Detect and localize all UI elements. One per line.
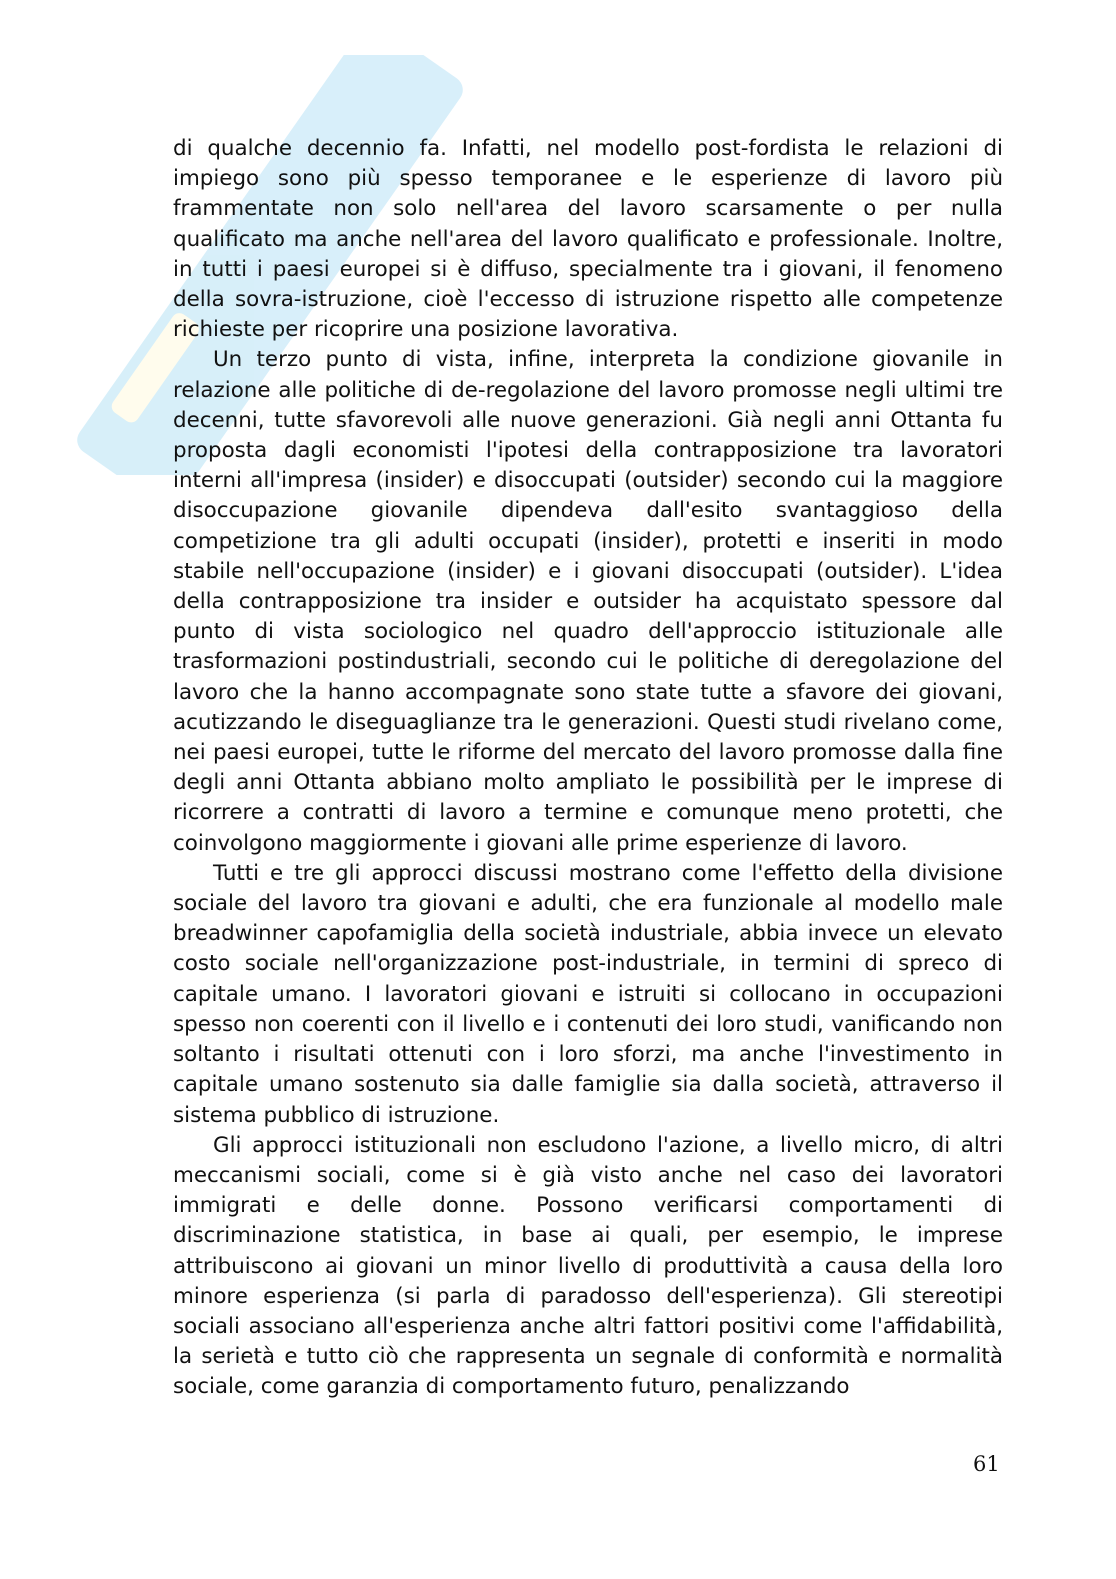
paragraph-2: Un terzo punto di vista, infine, interpreta la condizione giovanile in relazione alle politiche di de-regolazione del lavoro promosse negli ultimi tre decenni, tutte sfavorevoli alle nuove generazioni. Già negli anni Ottanta fu proposta dagli economisti l'ipotesi della contrapposizione tra lavoratori interni all'impresa (insider) e disoccupati (outsider) secondo cui la maggiore disoccupazione giovanile dipendeva dall'esito svantaggioso della competizione tra gli adulti occupati (insider), protetti e inseriti in modo stabile nell'occupazione (insider) e i giovani disoccupati (outsider). L'idea della contrapposizione tra insider e outsider ha acquistato spessore dal punto di vista sociologico nel quadro dell'approccio istituzionale alle trasformazioni postindustriali, secondo cui le politiche di deregolazione del lavoro che la hanno accompagnate sono state tutte a sfavore dei giovani, acutizzando le diseguaglianze tra le generazioni. Questi studi rivelano come, nei paesi europei, tutte le riforme del mercato del lavoro promosse dalla fine degli anni Ottanta abbiano molto ampliato le possibilità per le imprese di ricorrere a contratti di lavoro a termine e comunque meno protetti, che coinvolgono maggiormente i giovani alle prime esperienze di lavoro. <box>173 347 1003 856</box>
body-text <box>173 134 1003 1403</box>
paragraph-3: Tutti e tre gli approcci discussi mostrano come l'effetto della divisione sociale del lavoro tra giovani e adulti, che era funzionale al modello male breadwinner capofamiglia della società industriale, abbia invece un elevato costo sociale nell'organizzazione post-industriale, in termini di spreco di capitale umano. I lavoratori giovani e istruiti si collocano in occupazioni spesso non coerenti con il livello e i contenuti dei loro studi, vanificando non soltanto i risultati ottenuti con i loro sforzi, ma anche l'investimento in capitale umano sostenuto sia dalle famiglie sia dalla società, attraverso il sistema pubblico di istruzione. <box>173 860 1003 1128</box>
paragraph-4: Gli approcci istituzionali non escludono l'azione, a livello micro, di altri meccanismi sociali, come si è già visto anche nel caso dei lavoratori immigrati e delle donne. Possono verificarsi comportamenti di discriminazione statistica, in base ai quali, per esempio, le imprese attribuiscono ai giovani un minor livello di produttività a causa della loro minore esperienza (si parla di paradosso dell'esperienza). Gli stereotipi sociali associano all'esperienza anche altri fattori positivi come l'affidabilità, la serietà e tutto ciò che rappresenta un segnale di conformità e normalità sociale, come garanzia di comportamento futuro, penalizzando <box>173 1132 1003 1400</box>
paragraph-1: di qualche decennio fa. Infatti, nel modello post-fordista le relazioni di impiego sono più spesso temporanee e le esperienze di lavoro più frammentate non solo nell'area del lavoro scarsamente o per nulla qualificato ma anche nell'area del lavoro qualificato e professionale. Inoltre, in tutti i paesi europei si è diffuso, specialmente tra i giovani, il fenomeno della sovra-istruzione, cioè l'eccesso di istruzione rispetto alle competenze richieste per ricoprire una posizione lavorativa. <box>173 136 1003 343</box>
page-number: 61 <box>973 1452 1000 1476</box>
